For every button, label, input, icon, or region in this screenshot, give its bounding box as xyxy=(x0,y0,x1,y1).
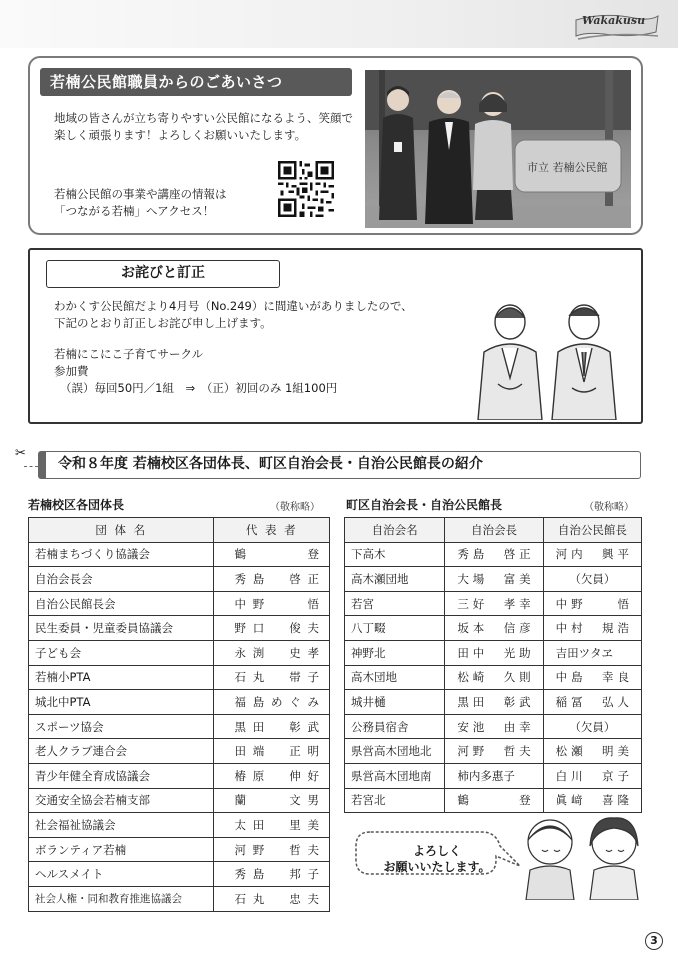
table-row xyxy=(345,788,642,813)
table1-title: 若楠校区各団体長 xyxy=(28,498,125,512)
representative-name: 永渕 史孝 xyxy=(214,640,330,665)
table-row xyxy=(29,665,330,690)
table2-title: 町区自治会長・自治公民館長 xyxy=(346,498,503,512)
bowing-staff-illustration xyxy=(462,292,632,420)
table-row xyxy=(29,862,330,887)
newsletter-logo xyxy=(574,12,660,42)
greeting-info xyxy=(54,186,284,220)
table-row xyxy=(345,616,642,641)
representative-name: 田端 正明 xyxy=(214,739,330,764)
association-head: 鶴 登 xyxy=(445,788,543,813)
representative-name: 野口 俊夫 xyxy=(214,616,330,641)
association-name: 若宮 xyxy=(345,591,445,616)
table-row xyxy=(345,763,642,788)
closing-message xyxy=(375,843,499,875)
column-header: 団 体 名 xyxy=(29,518,214,543)
apology-item-label: 参加費 xyxy=(54,364,89,378)
table2-note: （敬称略） xyxy=(584,502,634,513)
column-header: 自治会長 xyxy=(445,518,543,543)
table-row xyxy=(345,591,642,616)
representative-name: 秀島 邦子 xyxy=(214,862,330,887)
association-name: 高木瀬団地 xyxy=(345,567,445,592)
association-head: 柿内多惠子 xyxy=(445,763,543,788)
organization-heads-table xyxy=(28,517,330,912)
hall-head: 眞﨑 喜隆 xyxy=(543,788,641,813)
organization-name: 青少年健全育成協議会 xyxy=(29,763,214,788)
qr-code-icon[interactable] xyxy=(278,161,334,217)
apology-correction: （誤）毎回50円／1組 ⇒ （正）初回のみ 1組100円 xyxy=(60,381,338,395)
table-row xyxy=(29,690,330,715)
association-head: 黒田 彰武 xyxy=(445,690,543,715)
organization-name: 自治公民館長会 xyxy=(29,591,214,616)
column-header: 代 表 者 xyxy=(214,518,330,543)
hall-head: 吉田ツタヱ xyxy=(543,640,641,665)
hall-head: （欠員） xyxy=(543,714,641,739)
column-header: 自治会名 xyxy=(345,518,445,543)
association-name: 下高木 xyxy=(345,542,445,567)
greeting-info-line2: 「つながる若楠」へアクセス！ xyxy=(54,204,215,218)
representative-name: 鶴 登 xyxy=(214,542,330,567)
table-row xyxy=(345,690,642,715)
organization-name: 社会福祉協議会 xyxy=(29,813,214,838)
hall-head: 中島 幸良 xyxy=(543,665,641,690)
page-number: 3 xyxy=(645,932,663,950)
organization-name: 自治会長会 xyxy=(29,567,214,592)
table-row xyxy=(29,714,330,739)
table-row xyxy=(29,886,330,911)
representative-name: 河野 哲夫 xyxy=(214,837,330,862)
representative-name: 蘭 文男 xyxy=(214,788,330,813)
apology-correction-box xyxy=(28,248,643,424)
association-name: 城井樋 xyxy=(345,690,445,715)
representative-name: 石丸 帯子 xyxy=(214,665,330,690)
representative-name: 太田 里美 xyxy=(214,813,330,838)
table-row xyxy=(29,739,330,764)
dashed-cut-line xyxy=(24,466,38,467)
association-head: 三好 孝幸 xyxy=(445,591,543,616)
table-row xyxy=(29,763,330,788)
association-head: 坂本 信彦 xyxy=(445,616,543,641)
table-row xyxy=(29,616,330,641)
association-head: 安池 由幸 xyxy=(445,714,543,739)
scissors-icon: ✂ xyxy=(15,446,26,461)
table-row xyxy=(345,739,642,764)
association-name: 公務員宿舎 xyxy=(345,714,445,739)
hall-head: 中野 悟 xyxy=(543,591,641,616)
representative-name: 秀島 啓正 xyxy=(214,567,330,592)
neighborhood-heads-table xyxy=(344,517,642,813)
apology-line: わかくす公民館だより4月号（No.249）に間違いがありましたので、 xyxy=(54,299,413,313)
staff-photo xyxy=(365,70,631,228)
representative-name: 黒田 彰武 xyxy=(214,714,330,739)
hall-head: 河内 興平 xyxy=(543,542,641,567)
closing-line: よろしく xyxy=(412,844,461,858)
association-name: 八丁畷 xyxy=(345,616,445,641)
bowing-people-illustration xyxy=(518,810,646,900)
logo-text: Wakakusu xyxy=(582,14,646,27)
association-name: 県営高木団地北 xyxy=(345,739,445,764)
organization-name: 若楠小PTA xyxy=(29,665,214,690)
apology-item-name: 若楠にこにこ子育てサークル xyxy=(54,347,204,361)
table-row xyxy=(29,813,330,838)
organization-name: 子ども会 xyxy=(29,640,214,665)
representative-name: 福島めぐみ xyxy=(214,690,330,715)
greeting-paragraph: 地域の皆さんが立ち寄りやすい公民館になるよう、笑顔で楽しく頑張ります！よろしくお願いいたします。 xyxy=(54,111,353,142)
table-row xyxy=(29,837,330,862)
table-row xyxy=(29,542,330,567)
organization-name: 交通安全協会若楠支部 xyxy=(29,788,214,813)
representative-name: 石丸 忠夫 xyxy=(214,886,330,911)
hall-head: 稲冨 弘人 xyxy=(543,690,641,715)
hall-head: 松瀬 明美 xyxy=(543,739,641,764)
table-row xyxy=(345,640,642,665)
association-name: 県営高木団地南 xyxy=(345,763,445,788)
table-row xyxy=(29,640,330,665)
table-row xyxy=(29,591,330,616)
table-row xyxy=(345,542,642,567)
apology-title: お詫びと訂正 xyxy=(46,260,280,288)
table-row xyxy=(345,714,642,739)
association-head: 松崎 久則 xyxy=(445,665,543,690)
table-row xyxy=(345,665,642,690)
table-row xyxy=(29,567,330,592)
apology-line: 下記のとおり訂正しお詫び申し上げます。 xyxy=(54,316,272,330)
section-title: 令和８年度 若楠校区各団体長、町区自治会長・自治公民館長の紹介 xyxy=(38,451,641,479)
organization-name: ボランティア若楠 xyxy=(29,837,214,862)
apology-body xyxy=(54,298,474,397)
photo-sign-text: 市立 若楠公民館 xyxy=(527,161,608,174)
organization-name: 若楠まちづくり協議会 xyxy=(29,542,214,567)
closing-line: お願いいたします。 xyxy=(383,860,491,874)
representative-name: 中野 悟 xyxy=(214,591,330,616)
association-head: 田中 光助 xyxy=(445,640,543,665)
organization-name: 城北中PTA xyxy=(29,690,214,715)
organization-name: 老人クラブ連合会 xyxy=(29,739,214,764)
association-head: 秀島 啓正 xyxy=(445,542,543,567)
organization-name: 民生委員・児童委員協議会 xyxy=(29,616,214,641)
association-name: 神野北 xyxy=(345,640,445,665)
representative-name: 椿原 伸好 xyxy=(214,763,330,788)
association-head: 大場 富美 xyxy=(445,567,543,592)
organization-name: ヘルスメイト xyxy=(29,862,214,887)
hall-head: 白川 京子 xyxy=(543,763,641,788)
hall-head: 中村 規浩 xyxy=(543,616,641,641)
association-name: 高木団地 xyxy=(345,665,445,690)
greeting-title: 若楠公民館職員からのごあいさつ xyxy=(40,68,352,96)
association-head: 河野 哲夫 xyxy=(445,739,543,764)
organization-name: スポーツ協会 xyxy=(29,714,214,739)
greeting-info-line1: 若楠公民館の事業や講座の情報は xyxy=(54,187,227,201)
hall-head: （欠員） xyxy=(543,567,641,592)
table1-note: （敬称略） xyxy=(270,502,320,513)
organization-name: 社会人権・同和教育推進協議会 xyxy=(29,886,214,911)
table-row xyxy=(29,788,330,813)
table-row xyxy=(345,567,642,592)
column-header: 自治公民館長 xyxy=(543,518,641,543)
association-name: 若宮北 xyxy=(345,788,445,813)
staff-greeting-box xyxy=(28,56,643,235)
